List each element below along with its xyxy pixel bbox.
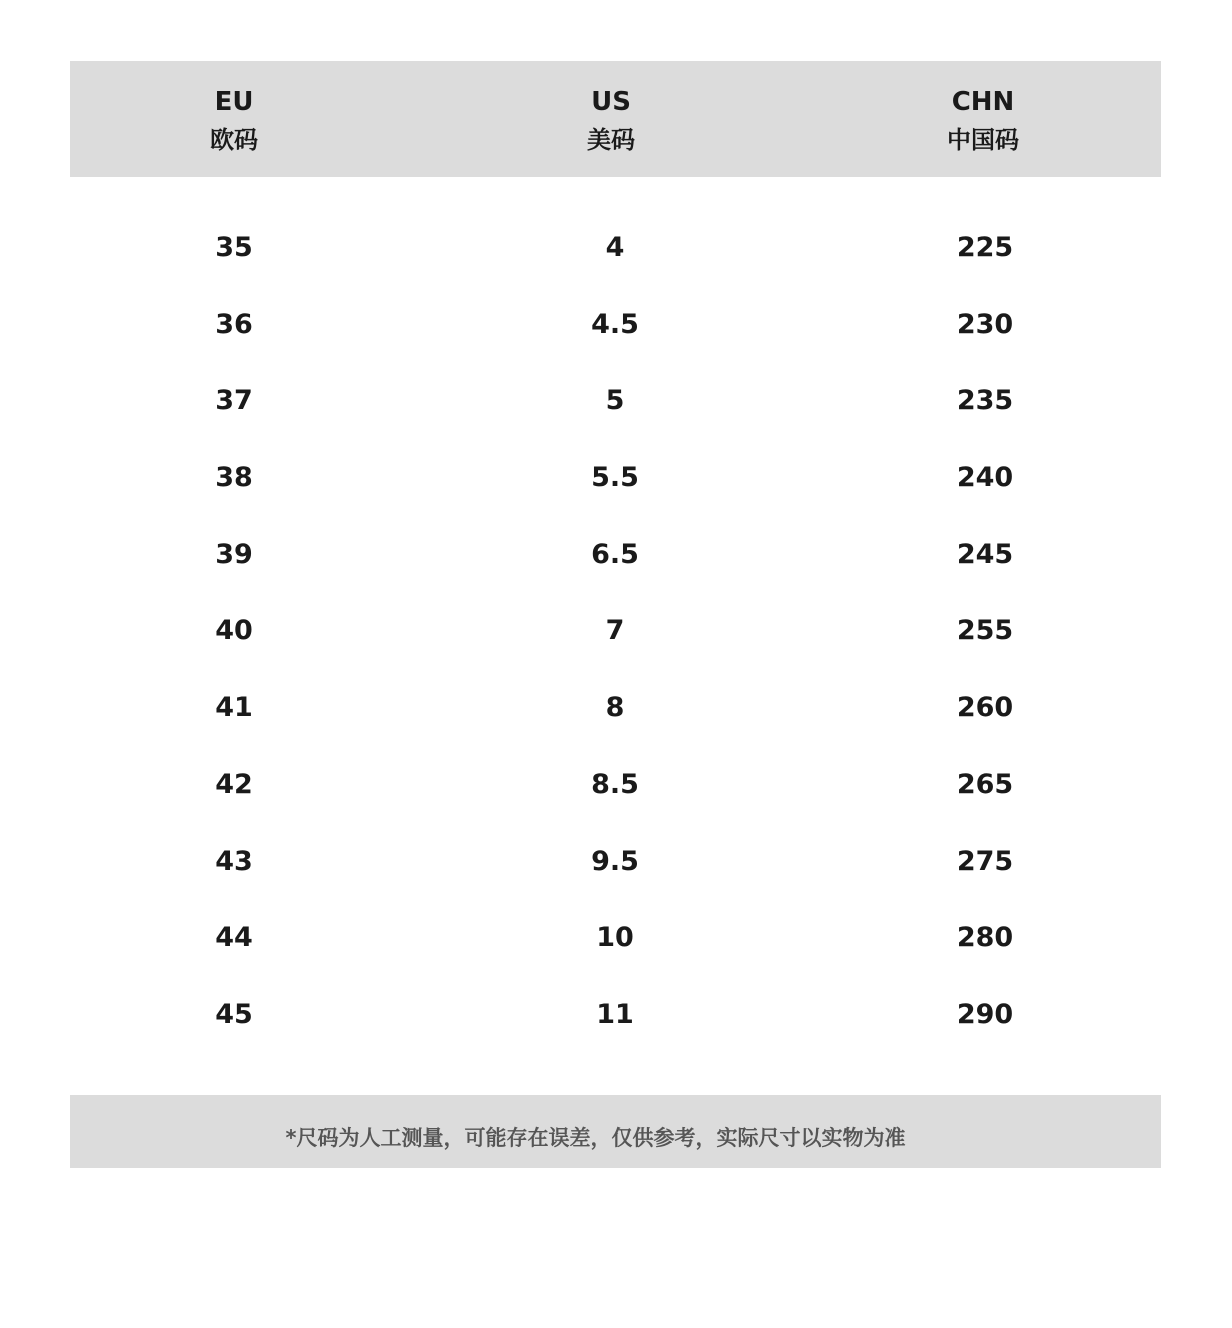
size-table-body bbox=[70, 210, 1161, 1054]
header-chn bbox=[863, 83, 1103, 159]
header-us-code: US bbox=[591, 87, 631, 117]
cell-eu: 42 bbox=[215, 768, 253, 800]
table-row bbox=[70, 824, 1161, 901]
table-row bbox=[70, 440, 1161, 517]
cell-us: 5.5 bbox=[591, 462, 639, 494]
cell-us: 4.5 bbox=[591, 308, 639, 340]
header-chn-name: 中国码 bbox=[947, 126, 1019, 154]
cell-eu: 37 bbox=[215, 385, 253, 417]
cell-eu: 43 bbox=[215, 845, 253, 877]
header-us-name: 美码 bbox=[587, 126, 635, 154]
cell-eu: 40 bbox=[215, 615, 253, 647]
header-eu-code: EU bbox=[214, 87, 254, 117]
cell-us: 11 bbox=[596, 998, 634, 1030]
cell-eu: 36 bbox=[215, 308, 253, 340]
cell-eu: 39 bbox=[215, 538, 253, 570]
table-row bbox=[70, 517, 1161, 594]
cell-chn: 240 bbox=[956, 462, 1014, 494]
header-us bbox=[491, 83, 731, 159]
cell-chn: 230 bbox=[956, 308, 1014, 340]
size-table-header bbox=[70, 61, 1161, 177]
cell-us: 10 bbox=[596, 922, 634, 954]
table-row bbox=[70, 363, 1161, 440]
table-row bbox=[70, 900, 1161, 977]
cell-chn: 260 bbox=[956, 692, 1014, 724]
cell-us: 7 bbox=[605, 615, 625, 647]
table-row bbox=[70, 593, 1161, 670]
cell-chn: 280 bbox=[956, 922, 1014, 954]
table-row bbox=[70, 747, 1161, 824]
cell-chn: 245 bbox=[956, 538, 1014, 570]
cell-chn: 290 bbox=[956, 998, 1014, 1030]
cell-chn: 235 bbox=[956, 385, 1014, 417]
cell-eu: 45 bbox=[215, 998, 253, 1030]
cell-us: 8.5 bbox=[591, 768, 639, 800]
cell-eu: 41 bbox=[215, 692, 253, 724]
cell-chn: 225 bbox=[956, 232, 1014, 263]
cell-eu: 44 bbox=[215, 922, 253, 954]
header-chn-code: CHN bbox=[951, 87, 1015, 117]
disclaimer-note: *尺码为人工测量，可能存在误差，仅供参考，实际尺寸以实物为准 bbox=[285, 1126, 906, 1150]
table-row bbox=[70, 210, 1161, 287]
cell-us: 5 bbox=[605, 385, 625, 417]
cell-us: 8 bbox=[605, 692, 625, 724]
cell-chn: 265 bbox=[956, 768, 1014, 800]
cell-us: 4 bbox=[605, 232, 625, 263]
cell-eu: 35 bbox=[215, 232, 253, 263]
header-eu bbox=[114, 83, 354, 159]
table-row bbox=[70, 670, 1161, 747]
table-row bbox=[70, 977, 1161, 1054]
table-row bbox=[70, 287, 1161, 364]
cell-chn: 255 bbox=[956, 615, 1014, 647]
cell-eu: 38 bbox=[215, 462, 253, 494]
cell-us: 6.5 bbox=[591, 538, 639, 570]
cell-chn: 275 bbox=[956, 845, 1014, 877]
cell-us: 9.5 bbox=[591, 845, 639, 877]
header-eu-name: 欧码 bbox=[210, 126, 258, 154]
footer-note-bar bbox=[70, 1095, 1161, 1168]
